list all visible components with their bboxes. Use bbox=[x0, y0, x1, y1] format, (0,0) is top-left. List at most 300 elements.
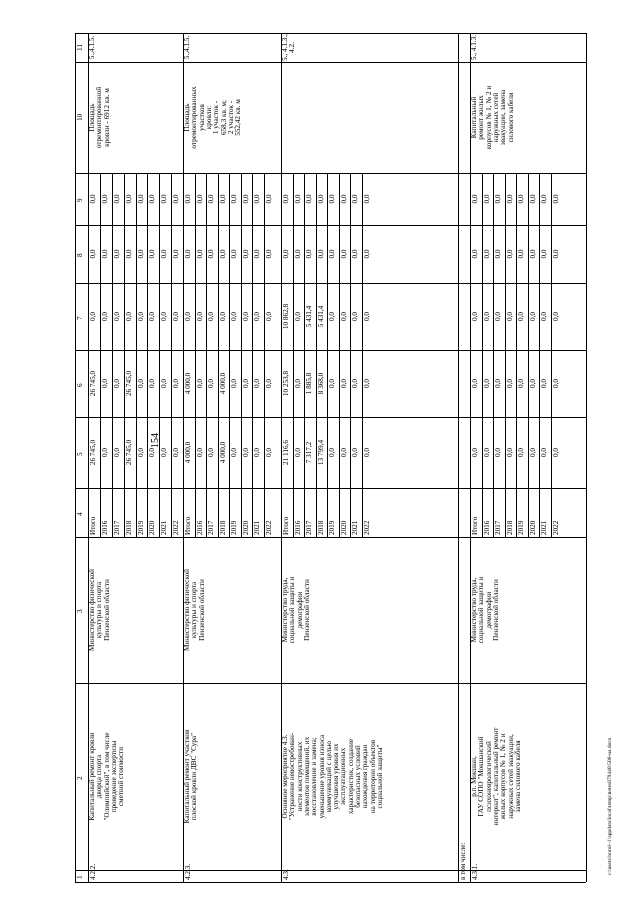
value-col8: 0,0 bbox=[112, 249, 121, 259]
value-col8: 0,0 bbox=[316, 249, 325, 259]
value-col5: 0,0 bbox=[505, 448, 514, 457]
value-col6: 0,0 bbox=[241, 379, 250, 388]
column-border bbox=[75, 33, 586, 34]
indicator-line: корпусов № 1, № 2 и bbox=[484, 85, 493, 150]
value-col5: 0,0 bbox=[172, 448, 181, 457]
year-label: Итого bbox=[282, 516, 290, 535]
value-col7: 0,0 bbox=[89, 312, 97, 321]
year-label: 2022 bbox=[551, 520, 560, 535]
year-label: Итого bbox=[471, 516, 479, 535]
indicator-line: кровли: bbox=[204, 105, 213, 130]
year-label: 2019 bbox=[136, 520, 145, 535]
column-border bbox=[75, 870, 586, 871]
value-col5: 0,0 bbox=[241, 448, 250, 457]
value-col9: 0,0 bbox=[471, 194, 479, 204]
year-subrow-border bbox=[100, 173, 101, 537]
value-col9: 0,0 bbox=[505, 194, 514, 204]
year-subrow-border bbox=[229, 173, 230, 537]
year-label: 2017 bbox=[494, 520, 502, 535]
row-name-line: на территории объектов bbox=[368, 739, 377, 814]
year-label: 2022 bbox=[172, 520, 181, 535]
value-col5: 0,0 bbox=[517, 448, 525, 457]
task-reference: 4.2. bbox=[288, 42, 297, 53]
indicator-line: участков bbox=[197, 104, 206, 131]
value-col9: 0,0 bbox=[517, 194, 525, 204]
row-name-line: улучшения уровня их bbox=[332, 743, 341, 810]
value-col6: 0,0 bbox=[207, 379, 215, 388]
value-col7: 5 431,4 bbox=[316, 305, 325, 328]
value-col8: 0,0 bbox=[305, 249, 313, 259]
year-subrow-border bbox=[206, 173, 207, 537]
value-col9: 0,0 bbox=[328, 194, 336, 204]
value-col8: 0,0 bbox=[124, 249, 133, 259]
value-col6: 0,0 bbox=[293, 379, 302, 388]
year-label: 2018 bbox=[505, 520, 514, 535]
row-executor-line: социальной защиты и bbox=[477, 576, 486, 644]
value-col5: 0,0 bbox=[540, 448, 548, 457]
column-number-10: 10 bbox=[76, 113, 84, 121]
year-subrow-border bbox=[293, 173, 294, 537]
row-executor-line: Пензенской области bbox=[197, 579, 206, 641]
value-col8: 0,0 bbox=[241, 249, 250, 259]
value-col5: 0,0 bbox=[112, 448, 121, 457]
value-col8: 0,0 bbox=[253, 249, 261, 259]
value-col9: 0,0 bbox=[316, 194, 325, 204]
year-subrow-border bbox=[528, 173, 529, 537]
value-col9: 0,0 bbox=[148, 194, 157, 204]
year-subrow-border bbox=[339, 173, 340, 537]
value-col9: 0,0 bbox=[351, 194, 359, 204]
row-executor-line: Министерство физической bbox=[183, 568, 191, 652]
task-reference: 5., 4.1.3., bbox=[281, 34, 289, 61]
task-reference: 5.,4.1.5. bbox=[183, 35, 191, 60]
value-col7: 10 862,8 bbox=[282, 303, 290, 330]
value-col8: 0,0 bbox=[540, 249, 548, 259]
value-col7: 0,0 bbox=[494, 312, 502, 321]
year-label: 2018 bbox=[316, 520, 325, 535]
value-col9: 0,0 bbox=[184, 194, 192, 204]
value-col7: 0,0 bbox=[293, 312, 302, 321]
value-col7: 0,0 bbox=[218, 312, 227, 321]
row-name-line: "Олимпийский", в том числе bbox=[102, 732, 111, 821]
year-subrow-border bbox=[264, 173, 265, 537]
value-col9: 0,0 bbox=[339, 194, 348, 204]
value-col8: 0,0 bbox=[100, 249, 109, 259]
column-border bbox=[75, 283, 586, 284]
value-col6: 0,0 bbox=[195, 379, 204, 388]
value-col8: 0,0 bbox=[362, 249, 371, 259]
value-col7: 0,0 bbox=[124, 312, 133, 321]
value-col8: 0,0 bbox=[172, 249, 181, 259]
value-col9: 0,0 bbox=[207, 194, 215, 204]
row-name-line: наружных сетей эвакуации, bbox=[506, 734, 515, 819]
value-col6: 10 253,8 bbox=[282, 370, 290, 397]
value-col8: 0,0 bbox=[339, 249, 348, 259]
value-col5: 0,0 bbox=[253, 448, 261, 457]
value-col8: 0,0 bbox=[184, 249, 192, 259]
row-name-line: плоской кровли ДВС "Сура" bbox=[190, 732, 199, 821]
value-col8: 0,0 bbox=[264, 249, 273, 259]
value-col8: 0,0 bbox=[89, 249, 97, 259]
row-border bbox=[458, 33, 459, 882]
year-subrow-border bbox=[241, 173, 242, 537]
row-executor-line: Министерство труда, bbox=[281, 577, 289, 643]
column-border bbox=[75, 417, 586, 418]
column-border bbox=[75, 350, 586, 351]
indicator-line: ремонт жилых bbox=[477, 95, 486, 140]
row-name-line: восстановление и замена; bbox=[310, 737, 319, 816]
year-label: 2022 bbox=[362, 520, 371, 535]
value-col7: 0,0 bbox=[207, 312, 215, 321]
year-label: 2021 bbox=[351, 520, 359, 535]
value-col8: 0,0 bbox=[282, 249, 290, 259]
indicator-line: 552,42 кв. м bbox=[234, 99, 243, 136]
column-border bbox=[75, 225, 586, 226]
value-col9: 0,0 bbox=[160, 194, 169, 204]
value-col9: 0,0 bbox=[241, 194, 250, 204]
year-subrow-border bbox=[362, 173, 363, 537]
row-name-line: социальной защиты" bbox=[375, 744, 384, 809]
value-col6: 0,0 bbox=[112, 379, 121, 388]
row-name-line: проведение экспертизы bbox=[109, 740, 118, 813]
value-col7: 0,0 bbox=[471, 312, 479, 321]
value-col8: 0,0 bbox=[517, 249, 525, 259]
value-col5: 0,0 bbox=[471, 448, 479, 457]
column-border bbox=[75, 537, 586, 538]
value-col5: 13 799,4 bbox=[316, 439, 325, 466]
year-label: 2019 bbox=[517, 520, 525, 535]
year-subrow-border bbox=[195, 173, 196, 537]
value-col5: 0,0 bbox=[528, 448, 537, 457]
year-label: 2018 bbox=[124, 520, 133, 535]
value-col8: 0,0 bbox=[230, 249, 238, 259]
value-col6: 0,0 bbox=[362, 379, 371, 388]
value-col6: 0,0 bbox=[482, 379, 491, 388]
value-col7: 5 431,4 bbox=[305, 305, 313, 328]
value-col8: 0,0 bbox=[351, 249, 359, 259]
row-executor-line: культуры и спорта bbox=[95, 581, 104, 639]
year-label: 2020 bbox=[339, 520, 348, 535]
value-col6: 0,0 bbox=[160, 379, 169, 388]
value-col5: 0,0 bbox=[207, 448, 215, 457]
footer-file-path: c:\users\borol~1\appdata\local\temp\notes879440\500-ua.docx bbox=[607, 737, 613, 875]
value-col7: 0,0 bbox=[264, 312, 273, 321]
value-col9: 0,0 bbox=[195, 194, 204, 204]
indicator-line: кровли - 6912 кв. м bbox=[102, 88, 111, 147]
value-col5: 26 745,0 bbox=[124, 439, 133, 466]
year-label: 2016 bbox=[482, 520, 491, 535]
value-col8: 0,0 bbox=[551, 249, 560, 259]
value-col9: 0,0 bbox=[112, 194, 121, 204]
row-name-line: интернат", капитальный ремонт bbox=[491, 727, 500, 826]
value-col5: 4 000,0 bbox=[218, 441, 227, 464]
value-col8: 0,0 bbox=[136, 249, 145, 259]
indicator-line: Площадь bbox=[183, 103, 191, 132]
indicator-line: отремонтированной bbox=[95, 86, 104, 149]
year-label: 2019 bbox=[230, 520, 238, 535]
value-col8: 0,0 bbox=[148, 249, 157, 259]
year-subrow-border bbox=[350, 173, 351, 537]
value-col6: 26 745,0 bbox=[89, 370, 97, 397]
value-col7: 0,0 bbox=[136, 312, 145, 321]
value-col9: 0,0 bbox=[528, 194, 537, 204]
value-col6: 0,0 bbox=[172, 379, 181, 388]
year-label: 2021 bbox=[540, 520, 548, 535]
value-col5: 0,0 bbox=[351, 448, 359, 457]
year-subrow-border bbox=[252, 173, 253, 537]
value-col7: 0,0 bbox=[230, 312, 238, 321]
indicator-line: Площадь bbox=[88, 103, 96, 132]
section-label-in-total: в том числе: bbox=[459, 842, 467, 880]
year-subrow-border bbox=[551, 173, 552, 537]
value-col7: 0,0 bbox=[328, 312, 336, 321]
year-subrow-border bbox=[304, 173, 305, 537]
value-col6: 0,0 bbox=[148, 379, 157, 388]
row-name-line: характеристик, создание bbox=[346, 738, 355, 815]
value-col8: 0,0 bbox=[207, 249, 215, 259]
indicator-line: отремонтированных bbox=[190, 86, 199, 149]
column-number-3: 3 bbox=[76, 609, 84, 613]
value-col5: 0,0 bbox=[328, 448, 336, 457]
indicator-line: эвакуации, замена bbox=[499, 89, 508, 146]
row-name-line: Капитальный ремонт участков bbox=[183, 729, 191, 824]
value-col6: 0,0 bbox=[253, 379, 261, 388]
value-col7: 0,0 bbox=[160, 312, 169, 321]
value-col5: 0,0 bbox=[339, 448, 348, 457]
row-number: 4.2.2. bbox=[89, 863, 97, 880]
year-label: 2016 bbox=[293, 520, 302, 535]
row-name-line: жилых корпусов № 1, № 2 и bbox=[499, 733, 508, 820]
year-subrow-border bbox=[516, 173, 517, 537]
year-label: 2016 bbox=[100, 520, 109, 535]
value-col6: 4 000,0 bbox=[184, 372, 192, 395]
value-col9: 0,0 bbox=[218, 194, 227, 204]
value-col9: 0,0 bbox=[293, 194, 302, 204]
value-col6: 0,0 bbox=[528, 379, 537, 388]
value-col6: 0,0 bbox=[339, 379, 348, 388]
value-col5: 0,0 bbox=[195, 448, 204, 457]
value-col5: 0,0 bbox=[230, 448, 238, 457]
value-col5: 21 116,6 bbox=[282, 440, 290, 465]
row-name-line: безопасных условий bbox=[354, 745, 362, 808]
year-subrow-border bbox=[316, 173, 317, 537]
row-border bbox=[586, 33, 587, 882]
row-executor-line: Министерство труда, bbox=[470, 577, 478, 643]
year-label: Итого bbox=[89, 516, 97, 535]
column-border bbox=[75, 173, 586, 174]
value-col7: 0,0 bbox=[184, 312, 192, 321]
value-col7: 0,0 bbox=[172, 312, 181, 321]
year-subrow-border bbox=[505, 173, 506, 537]
year-subrow-border bbox=[327, 173, 328, 537]
row-executor-line: демографии bbox=[484, 591, 493, 629]
value-col8: 0,0 bbox=[528, 249, 537, 259]
value-col5: 0,0 bbox=[551, 448, 560, 457]
year-label: 2017 bbox=[305, 520, 313, 535]
column-number-11: 11 bbox=[76, 43, 84, 51]
value-col6: 4 000,0 bbox=[218, 372, 227, 395]
value-col7: 0,0 bbox=[100, 312, 109, 321]
task-reference: 5.,4.1.5. bbox=[88, 35, 96, 60]
value-col7: 0,0 bbox=[362, 312, 371, 321]
value-col9: 0,0 bbox=[305, 194, 313, 204]
value-col5: 0,0 bbox=[482, 448, 491, 457]
value-col8: 0,0 bbox=[195, 249, 204, 259]
indicator-line: 658,3 кв. м; bbox=[219, 100, 228, 135]
value-col9: 0,0 bbox=[100, 194, 109, 204]
row-executor-line: демографии bbox=[295, 591, 304, 629]
row-border bbox=[75, 33, 76, 882]
value-col5: 0,0 bbox=[264, 448, 273, 457]
year-subrow-border bbox=[124, 173, 125, 537]
page-number: 154 bbox=[150, 433, 161, 448]
column-number-9: 9 bbox=[76, 198, 84, 202]
indicator-line: 2 участок - bbox=[226, 100, 235, 135]
value-col6: 0,0 bbox=[494, 379, 502, 388]
year-label: 2019 bbox=[328, 520, 336, 535]
value-col5: 0,0 bbox=[293, 448, 302, 457]
value-col9: 0,0 bbox=[282, 194, 290, 204]
year-label: 2016 bbox=[195, 520, 204, 535]
value-col9: 0,0 bbox=[253, 194, 261, 204]
row-executor-line: Пензенской области bbox=[302, 579, 311, 641]
value-col9: 0,0 bbox=[230, 194, 238, 204]
year-label: 2020 bbox=[528, 520, 537, 535]
value-col7: 0,0 bbox=[112, 312, 121, 321]
value-col9: 0,0 bbox=[494, 194, 502, 204]
value-col5: 0,0 bbox=[148, 448, 157, 457]
year-label: 2020 bbox=[148, 520, 157, 535]
column-number-1: 1 bbox=[76, 875, 84, 879]
column-number-4: 4 bbox=[76, 511, 84, 516]
value-col6: 0,0 bbox=[328, 379, 336, 388]
column-number-5: 5 bbox=[76, 451, 84, 456]
year-label: 2017 bbox=[207, 520, 215, 535]
value-col9: 0,0 bbox=[551, 194, 560, 204]
column-number-2: 2 bbox=[76, 775, 84, 780]
value-col7: 0,0 bbox=[253, 312, 261, 321]
column-border bbox=[75, 488, 586, 489]
value-col5: 7 317,2 bbox=[305, 441, 313, 464]
year-label: 2021 bbox=[160, 520, 169, 535]
value-col7: 0,0 bbox=[540, 312, 548, 321]
value-col9: 0,0 bbox=[264, 194, 273, 204]
value-col7: 0,0 bbox=[339, 312, 348, 321]
year-subrow-border bbox=[136, 173, 137, 537]
row-name-line: Капитальный ремонт кровли bbox=[88, 732, 96, 821]
value-col8: 0,0 bbox=[494, 249, 502, 259]
row-name-line: ности конструктивных bbox=[295, 741, 304, 812]
value-col5: 0,0 bbox=[362, 448, 371, 457]
value-col5: 26 745,0 bbox=[89, 439, 97, 466]
value-col7: 0,0 bbox=[517, 312, 525, 321]
value-col7: 0,0 bbox=[195, 312, 204, 321]
year-subrow-border bbox=[159, 173, 160, 537]
row-name-line: элементов помещений, их bbox=[302, 736, 311, 817]
value-col5: 0,0 bbox=[100, 448, 109, 457]
value-col6: 0,0 bbox=[136, 379, 145, 388]
value-col6: 0,0 bbox=[351, 379, 359, 388]
year-label: 2021 bbox=[253, 520, 261, 535]
value-col8: 0,0 bbox=[328, 249, 336, 259]
value-col5: 0,0 bbox=[136, 448, 145, 457]
year-label: 2018 bbox=[218, 520, 227, 535]
indicator-line: силового кабеля bbox=[506, 92, 515, 143]
value-col6: 8 368,0 bbox=[316, 372, 325, 395]
value-col7: 0,0 bbox=[528, 312, 537, 321]
year-subrow-border bbox=[218, 173, 219, 537]
column-number-8: 8 bbox=[76, 253, 84, 257]
value-col6: 0,0 bbox=[551, 379, 560, 388]
value-col6: 0,0 bbox=[517, 379, 525, 388]
year-subrow-border bbox=[112, 173, 113, 537]
column-number-6: 6 bbox=[76, 382, 84, 387]
value-col8: 0,0 bbox=[505, 249, 514, 259]
row-name-line: ГАУ СОПО "Мокшанский bbox=[477, 736, 486, 817]
row-name-line: р.п. Мокшан, bbox=[470, 756, 478, 797]
year-label: 2022 bbox=[264, 520, 273, 535]
row-number: 4.3. bbox=[282, 869, 290, 880]
year-label: Итого bbox=[184, 516, 192, 535]
indicator-line: 1 участок - bbox=[212, 100, 221, 135]
value-col6: 0,0 bbox=[264, 379, 273, 388]
value-col5: 0,0 bbox=[160, 448, 169, 457]
value-col9: 0,0 bbox=[362, 194, 371, 204]
year-subrow-border bbox=[539, 173, 540, 537]
row-executor-line: Пензенской области bbox=[491, 579, 500, 641]
value-col8: 0,0 bbox=[293, 249, 302, 259]
column-border bbox=[75, 882, 586, 883]
value-col6: 0,0 bbox=[540, 379, 548, 388]
year-subrow-border bbox=[493, 173, 494, 537]
row-number: 4.3.1. bbox=[471, 863, 479, 880]
value-col6: 0,0 bbox=[471, 379, 479, 388]
row-name-line: сметной стоимости bbox=[117, 746, 126, 807]
value-col9: 0,0 bbox=[89, 194, 97, 204]
task-reference: 5., 4.1.3. bbox=[470, 34, 478, 61]
value-col7: 0,0 bbox=[551, 312, 560, 321]
year-subrow-border bbox=[482, 173, 483, 537]
row-name-line: эксплуатационных bbox=[339, 747, 348, 806]
row-executor-line: культуры и спорта bbox=[190, 581, 199, 639]
value-col5: 0,0 bbox=[494, 448, 502, 457]
row-executor-line: Министерство физической bbox=[88, 568, 96, 652]
row-name-line: замена силового кабеля bbox=[513, 740, 522, 813]
value-col8: 0,0 bbox=[471, 249, 479, 259]
indicator-line: наружных сетей bbox=[491, 92, 500, 143]
value-col9: 0,0 bbox=[482, 194, 491, 204]
value-col7: 0,0 bbox=[482, 312, 491, 321]
value-col9: 0,0 bbox=[136, 194, 145, 204]
value-col8: 0,0 bbox=[160, 249, 169, 259]
value-col6: 0,0 bbox=[100, 379, 109, 388]
value-col9: 0,0 bbox=[124, 194, 133, 204]
value-col8: 0,0 bbox=[482, 249, 491, 259]
row-name-line: коммуникаций с целью bbox=[324, 740, 333, 813]
value-col9: 0,0 bbox=[540, 194, 548, 204]
row-executor-line: социальной защиты и bbox=[288, 576, 297, 644]
row-executor-line: Пензенской области bbox=[102, 579, 111, 641]
year-subrow-border bbox=[171, 173, 172, 537]
year-label: 2017 bbox=[112, 520, 121, 535]
row-name-line: дворца спорта bbox=[95, 754, 104, 799]
value-col9: 0,0 bbox=[172, 194, 181, 204]
value-col6: 0,0 bbox=[505, 379, 514, 388]
value-col7: 0,0 bbox=[148, 312, 157, 321]
year-subrow-border bbox=[147, 173, 148, 537]
value-col7: 0,0 bbox=[241, 312, 250, 321]
column-number-7: 7 bbox=[76, 315, 84, 320]
